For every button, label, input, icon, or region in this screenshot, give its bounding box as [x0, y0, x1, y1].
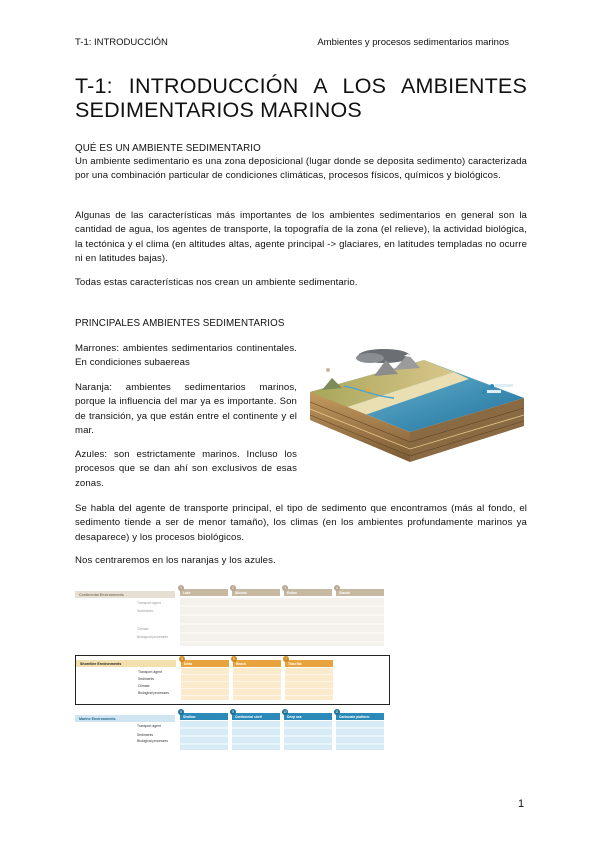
table-section-marine: Marine Environments 8 Shallow 9 Continental shelf 10 Deep sea 11 Carbonate platform Transport agent Sediments Biological processes: [75, 709, 390, 750]
paragraph-naranja: Naranja: ambientes sedimentarios marinos, porque la influencia del mar ya es importante. Son de transición, ya que están entre el continente y el mar.: [75, 382, 297, 436]
section-heading-que-es: QUÉ ES UN AMBIENTE SEDIMENTARIO: [75, 143, 261, 154]
title-line-1: T-1: INTRODUCCIÓN A LOS AMBIENTES: [75, 74, 527, 98]
paragraph-azules: Azules: son estrictamente marinos. Incluso los procesos que se dan ahí son exclusivos de esas zonas.: [75, 449, 297, 489]
paragraph-summary: Todas estas características nos crean un ambiente sedimentario.: [75, 277, 358, 288]
table-section-shoreline: Shoreline Environments 5 Delta 6 Beach 7 Tidal flat Transport agent Sediments Climate Biological processes: [75, 655, 390, 705]
paragraph-characteristics: Algunas de las características más importantes de los ambientes sedimentarios en general son la cantidad de agua, los agentes de transporte, la topografía de la zona (el relieve), la actividad biológica, la tectónica y el clima (en altitudes altas, agente principal -> glaciares, en latitudes templadas no ocurre ni en latitudes bajas).: [75, 210, 527, 264]
paragraph-definition: Un ambiente sedimentario es una zona deposicional (lugar donde se deposita sedimento) caracterizada por una combinación particular de condiciones climáticas, procesos físicos, químicos y biológicos.: [75, 156, 527, 182]
section-label: Continental Environments: [79, 592, 124, 597]
title-line-2: SEDIMENTARIOS MARINOS: [75, 98, 362, 122]
paragraph-focus: Nos centraremos en los naranjas y los azules.: [75, 555, 276, 566]
running-header-left: T-1: INTRODUCCIÓN: [75, 37, 168, 48]
paragraph-transport: Se habla del agente de transporte principal, el tipo de sedimento que encontramos (más al fondo, el sedimento tiende a ser de menor tamaño), los climas (en los ambientes profundamente marinos ya desaparece) y los procesos biológicos.: [75, 503, 527, 543]
sedimentary-environments-block-diagram: [304, 346, 526, 468]
table-section-continental: Continental Environments 1 Lake 2 Alluvial 3 Eolian 4 Glacial Transport agent Sediments Climate Biological processes: [75, 585, 390, 647]
page-title: [75, 74, 527, 122]
section-heading-principales: PRINCIPALES AMBIENTES SEDIMENTARIOS: [75, 318, 285, 329]
running-header-right: Ambientes y procesos sedimentarios marinos: [317, 37, 509, 48]
page-number: 1: [518, 798, 525, 810]
section-label: Shoreline Environments: [80, 661, 122, 666]
paragraph-marrones: Marrones: ambientes sedimentarios continentales. En condiciones subaereas: [75, 343, 297, 369]
sedimentary-environments-table-figure: [75, 585, 390, 750]
section-label: Marine Environments: [79, 716, 116, 721]
